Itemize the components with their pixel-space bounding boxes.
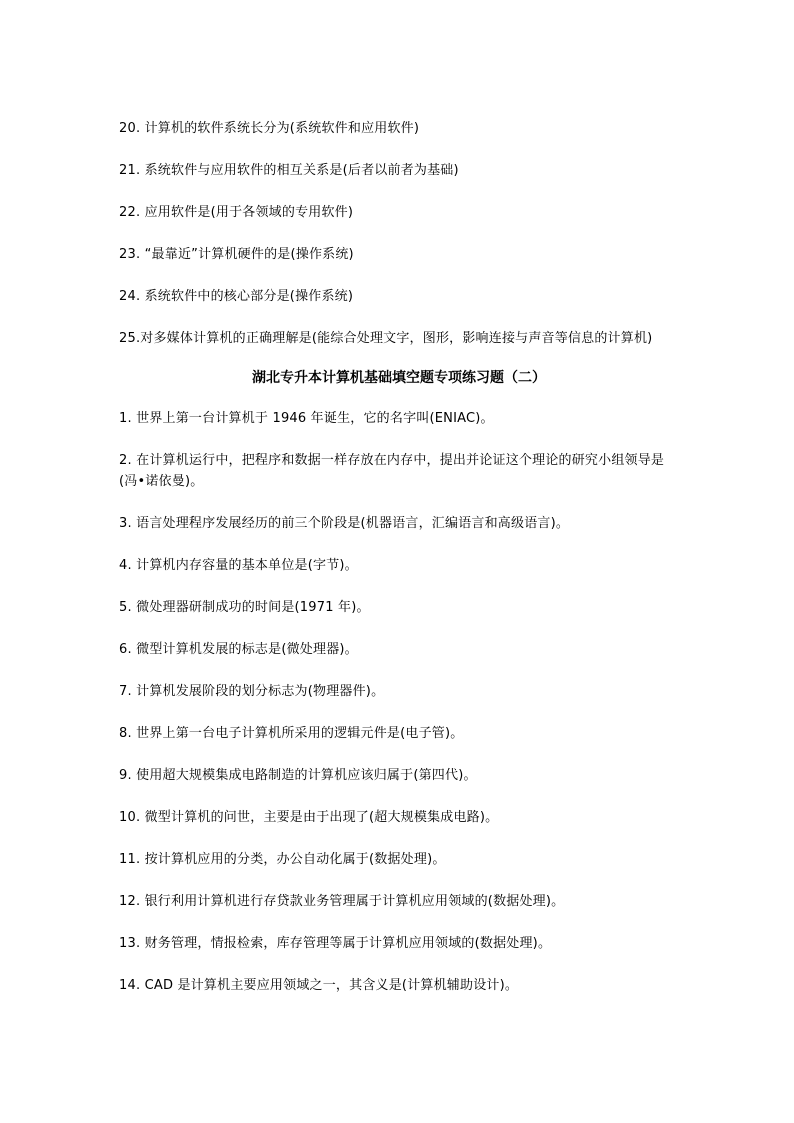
question-7 xyxy=(119,681,679,702)
question-14 xyxy=(119,975,679,996)
question-2 xyxy=(119,450,679,492)
question-text: 14. CAD 是计算机主要应用领域之一，其含义是(计算机辅助设计)。 xyxy=(119,978,519,993)
question-9 xyxy=(119,765,679,786)
document-page xyxy=(119,118,679,1017)
question-text: 13. 财务管理，情报检索，库存管理等属于计算机应用领域的(数据处理)。 xyxy=(119,936,552,951)
question-text: 1. 世界上第一台计算机于 1946 年诞生，它的名字叫(ENIAC)。 xyxy=(119,411,494,426)
question-20 xyxy=(119,118,679,139)
question-text: 25.对多媒体计算机的正确理解是(能综合处理文字，图形，影响连接与声音等信息的计算机) xyxy=(119,331,653,346)
question-text: 20. 计算机的软件系统长分为(系统软件和应用软件) xyxy=(119,121,420,136)
question-text: 24. 系统软件中的核心部分是(操作系统) xyxy=(119,289,354,304)
question-text: 11. 按计算机应用的分类，办公自动化属于(数据处理)。 xyxy=(119,852,446,867)
question-23 xyxy=(119,244,679,265)
question-21 xyxy=(119,160,679,181)
question-text: 10. 微型计算机的问世，主要是由于出现了(超大规模集成电路)。 xyxy=(119,810,499,825)
question-12 xyxy=(119,891,679,912)
question-text: 8. 世界上第一台电子计算机所采用的逻辑元件是(电子管)。 xyxy=(119,726,464,741)
question-3 xyxy=(119,513,679,534)
question-text: 12. 银行利用计算机进行存贷款业务管理属于计算机应用领域的(数据处理)。 xyxy=(119,894,565,909)
question-text: 2. 在计算机运行中，把程序和数据一样存放在内存中，提出并论证这个理论的研究小组领导是(冯•诺依曼)。 xyxy=(119,453,665,489)
question-text: 7. 计算机发展阶段的划分标志为(物理器件)。 xyxy=(119,684,385,699)
question-text: 4. 计算机内存容量的基本单位是(字节)。 xyxy=(119,558,358,573)
question-4 xyxy=(119,555,679,576)
question-6 xyxy=(119,639,679,660)
question-text: 5. 微处理器研制成功的时间是(1971 年)。 xyxy=(119,600,370,615)
question-text: 9. 使用超大规模集成电路制造的计算机应该归属于(第四代)。 xyxy=(119,768,477,783)
question-text: 3. 语言处理程序发展经历的前三个阶段是(机器语言，汇编语言和高级语言)。 xyxy=(119,516,570,531)
question-5 xyxy=(119,597,679,618)
question-24 xyxy=(119,286,679,307)
section-title: 湖北专升本计算机基础填空题专项练习题（二） xyxy=(252,370,546,386)
question-8 xyxy=(119,723,679,744)
question-1 xyxy=(119,408,679,429)
question-13 xyxy=(119,933,679,954)
question-text: 22. 应用软件是(用于各领域的专用软件) xyxy=(119,205,354,220)
question-text: 21. 系统软件与应用软件的相互关系是(后者以前者为基础) xyxy=(119,163,459,178)
question-22 xyxy=(119,202,679,223)
question-25 xyxy=(119,328,679,349)
question-11 xyxy=(119,849,679,870)
question-text: 23. “最靠近”计算机硬件的是(操作系统) xyxy=(119,247,354,262)
question-10 xyxy=(119,807,679,828)
question-text: 6. 微型计算机发展的标志是(微处理器)。 xyxy=(119,642,358,657)
